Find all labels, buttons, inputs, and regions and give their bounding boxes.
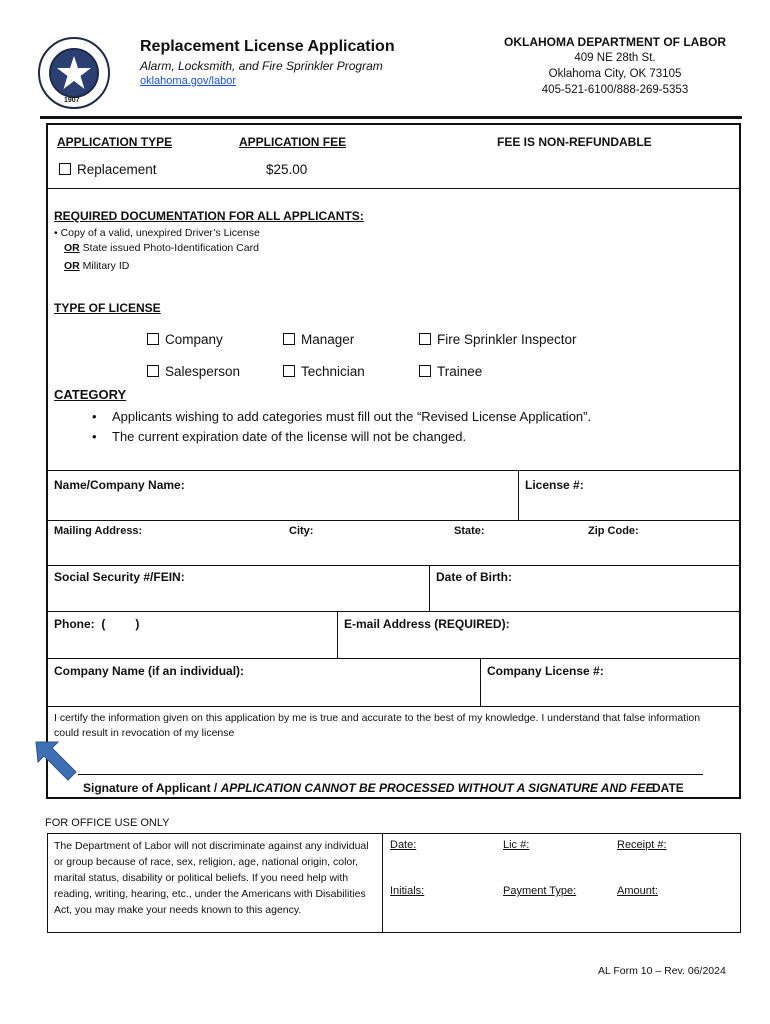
company-license-field[interactable]: Company License #: <box>487 664 604 678</box>
office-use-heading: FOR OFFICE USE ONLY <box>45 817 170 829</box>
department-address-block <box>500 34 730 98</box>
mailing-address-field[interactable]: Mailing Address: <box>54 525 143 537</box>
docs-line-photo-id <box>54 241 260 256</box>
non-refundable-notice: FEE IS NON-REFUNDABLE <box>497 135 652 149</box>
signature-warning: APPLICATION CANNOT BE PROCESSED WITHOUT A SIGNATURE AND FEE <box>220 781 654 795</box>
divider <box>48 611 739 612</box>
office-date-field[interactable]: Date: <box>390 839 417 851</box>
license-type-heading: TYPE OF LICENSE <box>54 301 161 315</box>
divider <box>48 706 739 707</box>
star-icon <box>49 48 99 98</box>
nondiscrimination-notice: The Department of Labor will not discriminate against any individual or group because of race, sex, religion, age, national origin, color, marital status, disability or political beliefs. If you need help with reading, writing, hearing, etc., under the Americans with Disabilities Act, you may make your needs known to this agency. <box>54 840 369 916</box>
replacement-label: Replacement <box>77 162 157 177</box>
company-checkbox[interactable] <box>147 332 223 347</box>
office-payment-type-field[interactable]: Payment Type: <box>503 885 577 897</box>
divider <box>48 188 739 189</box>
form-title: Replacement License Application <box>140 38 395 55</box>
zip-code-field[interactable]: Zip Code: <box>588 525 639 537</box>
checkbox-icon[interactable] <box>283 333 295 345</box>
form-number-footer: AL Form 10 – Rev. 06/2024 <box>598 965 726 977</box>
fee-amount: $25.00 <box>266 162 308 177</box>
technician-label: Technician <box>301 364 365 379</box>
divider <box>518 470 519 520</box>
office-use-box <box>47 833 741 933</box>
technician-checkbox[interactable] <box>283 364 365 379</box>
required-docs-list <box>54 226 260 274</box>
docs-line-photo-id-text: State issued Photo-Identification Card <box>79 242 259 254</box>
state-field[interactable]: State: <box>454 525 485 537</box>
category-bullets <box>90 407 730 447</box>
checkbox-icon[interactable] <box>419 333 431 345</box>
fire-sprinkler-inspector-checkbox[interactable] <box>419 332 577 347</box>
seal-year: 1907 <box>64 97 80 104</box>
replacement-checkbox[interactable] <box>59 162 157 177</box>
manager-checkbox[interactable] <box>283 332 354 347</box>
manager-label: Manager <box>301 332 355 347</box>
checkbox-icon[interactable] <box>147 365 159 377</box>
divider <box>48 565 739 566</box>
header-divider <box>40 116 742 119</box>
office-initials-field[interactable]: Initials: <box>390 885 425 897</box>
checkbox-icon[interactable] <box>59 163 71 175</box>
divider <box>480 658 481 706</box>
category-heading: CATEGORY <box>54 387 127 402</box>
phone-field[interactable]: Phone: ( ) <box>54 617 140 631</box>
or-label: OR <box>64 242 80 254</box>
website-link[interactable]: oklahoma.gov/labor <box>140 75 237 87</box>
docs-line-drivers-license: • Copy of a valid, unexpired Driver’s License <box>54 227 260 239</box>
required-docs-heading: REQUIRED DOCUMENTATION FOR ALL APPLICANTS: <box>54 209 364 223</box>
checkbox-icon[interactable] <box>283 365 295 377</box>
divider <box>382 834 383 932</box>
checkbox-icon[interactable] <box>147 333 159 345</box>
category-bullet: • Applicants wishing to add categories must fill out the “Revised License Application”. <box>90 407 730 427</box>
pointer-arrow-icon <box>32 740 78 782</box>
or-label: OR <box>64 260 80 272</box>
date-label: DATE <box>652 781 684 795</box>
company-name-field[interactable]: Company Name (if an individual): <box>54 664 245 678</box>
divider <box>337 611 338 658</box>
trainee-checkbox[interactable] <box>419 364 482 379</box>
application-type-label: APPLICATION TYPE <box>57 135 173 149</box>
office-lic-field[interactable]: Lic #: <box>503 839 530 851</box>
salesperson-checkbox[interactable] <box>147 364 240 379</box>
email-field[interactable]: E-mail Address (REQUIRED): <box>344 617 510 631</box>
signature-label: Signature of Applicant / <box>83 781 221 795</box>
street-address: 409 NE 28th St. <box>574 52 656 64</box>
docs-line-military-id-text: Military ID <box>79 260 130 272</box>
office-receipt-field[interactable]: Receipt #: <box>617 839 667 851</box>
application-form-box <box>46 123 741 799</box>
certification-text: I certify the information given on this application by me is true and accurate to the best of my knowledge. I understand that false information could result in revocation of my license <box>54 712 701 739</box>
divider <box>48 658 739 659</box>
state-seal-logo <box>38 37 110 109</box>
application-fee-label: APPLICATION FEE <box>239 135 347 149</box>
date-of-birth-field[interactable]: Date of Birth: <box>436 570 512 584</box>
signature-line[interactable] <box>78 774 703 775</box>
city-field[interactable]: City: <box>289 525 314 537</box>
company-label: Company <box>165 332 223 347</box>
name-company-field[interactable]: Name/Company Name: <box>54 478 185 492</box>
divider <box>48 470 739 471</box>
checkbox-icon[interactable] <box>419 365 431 377</box>
ssn-fein-field[interactable]: Social Security #/FEIN: <box>54 570 185 584</box>
office-amount-field[interactable]: Amount: <box>617 885 658 897</box>
docs-line-military-id <box>54 259 260 274</box>
program-subtitle: Alarm, Locksmith, and Fire Sprinkler Program <box>140 59 383 73</box>
divider <box>429 565 430 611</box>
license-number-field[interactable]: License #: <box>525 478 584 492</box>
fire-sprinkler-inspector-label: Fire Sprinkler Inspector <box>437 332 577 347</box>
salesperson-label: Salesperson <box>165 364 241 379</box>
department-name: OKLAHOMA DEPARTMENT OF LABOR <box>504 35 726 49</box>
department-phone: 405-521-6100/888-269-5353 <box>541 84 689 96</box>
category-bullet: • The current expiration date of the license will not be changed. <box>90 427 730 447</box>
city-state-zip: Oklahoma City, OK 73105 <box>548 68 682 80</box>
trainee-label: Trainee <box>437 364 483 379</box>
signature-caption <box>83 781 653 795</box>
divider <box>48 520 739 521</box>
